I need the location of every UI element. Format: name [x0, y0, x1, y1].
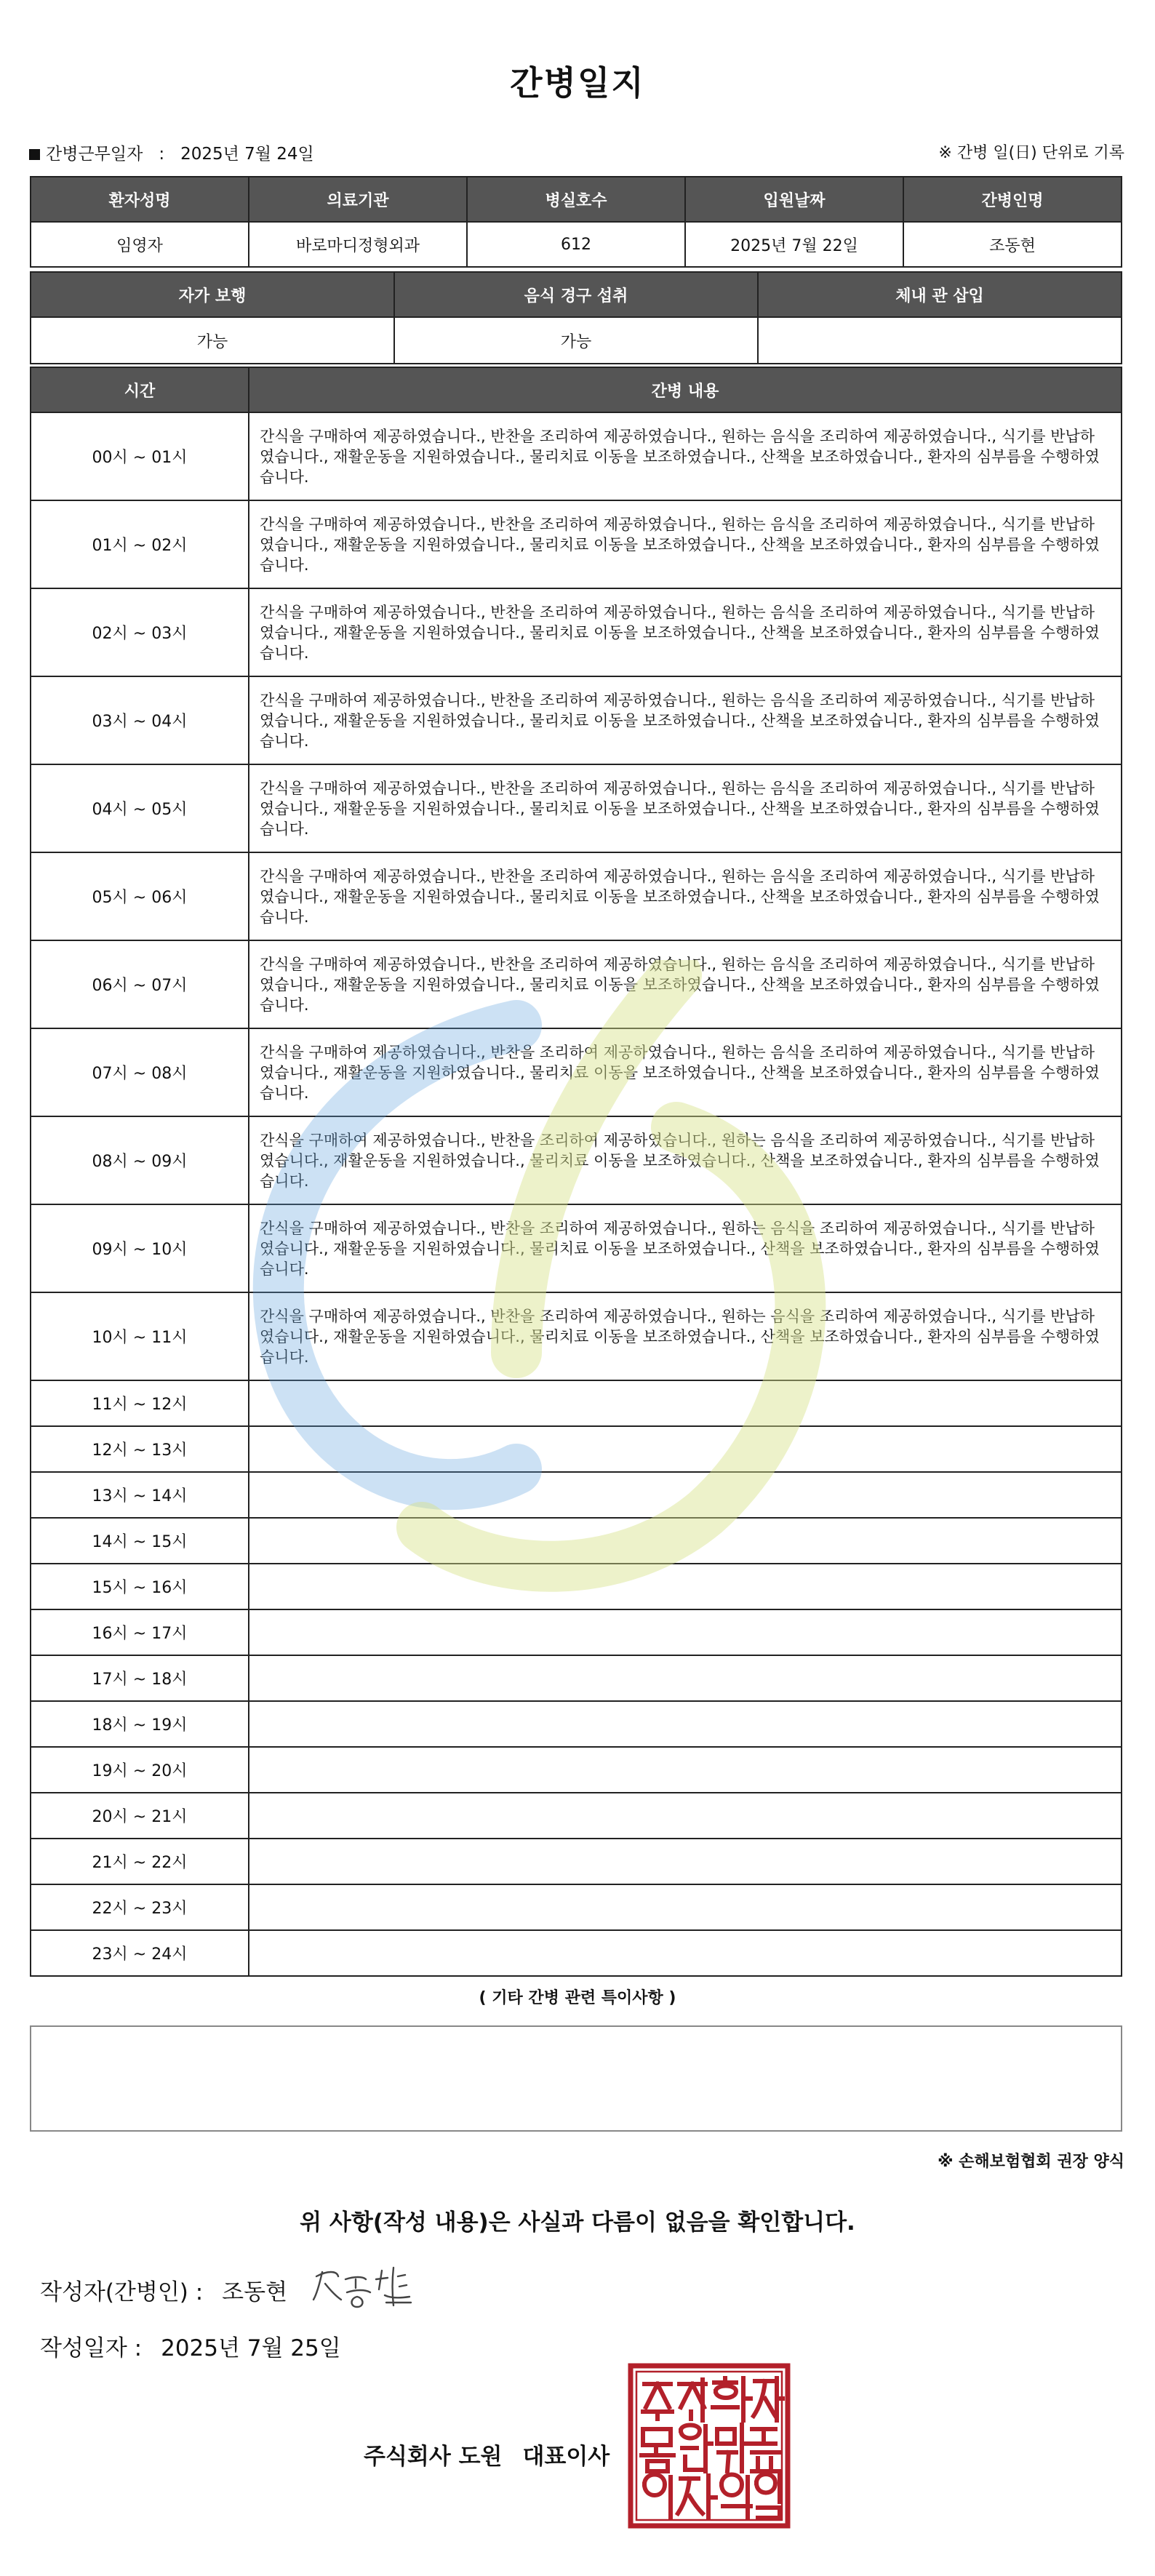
time-cell: 18시 ~ 19시 — [31, 1701, 249, 1747]
company-seal-stamp — [627, 2362, 791, 2529]
care-note-cell — [249, 1930, 1122, 1976]
care-note-cell: 간식을 구매하여 제공하였습니다., 반찬을 조리하여 제공하였습니다., 원하는 음식을 조리하여 제공하였습니다., 식기를 반납하였습니다., 재활운동을 지원하였습니다., 물리치료 이동을 보조하였습니다., 산책을 보조하였습니다., 환자의 심부름을 수행하였습니다. — [249, 588, 1122, 676]
info-header: 환자성명 — [31, 177, 249, 222]
written-date-line — [40, 2329, 341, 2362]
admission-date: 2025년 7월 22일 — [685, 222, 903, 267]
table-row — [31, 588, 1122, 676]
time-cell: 06시 ~ 07시 — [31, 940, 249, 1028]
table-row — [31, 1930, 1122, 1976]
time-cell: 10시 ~ 11시 — [31, 1292, 249, 1380]
info-header: 입원날짜 — [685, 177, 903, 222]
table-row — [31, 676, 1122, 764]
special-notes-title: ( 기타 간병 관련 특이사항 ) — [479, 1989, 676, 2007]
care-log-table — [30, 367, 1122, 1977]
info-header: 의료기관 — [249, 177, 467, 222]
room-number: 612 — [467, 222, 685, 267]
caregiver-name: 조동현 — [903, 222, 1122, 267]
table-row — [31, 1380, 1122, 1426]
time-cell: 00시 ~ 01시 — [31, 412, 249, 500]
care-note-cell — [249, 1701, 1122, 1747]
care-note-cell — [249, 1518, 1122, 1564]
time-cell: 09시 ~ 10시 — [31, 1204, 249, 1292]
table-row — [31, 1839, 1122, 1884]
table-row — [31, 1472, 1122, 1518]
status-header: 자가 보행 — [31, 272, 394, 317]
confirmation-statement: 위 사항(작성 내용)은 사실과 다름이 없음을 확인합니다. — [300, 2209, 855, 2236]
work-day-line — [29, 140, 314, 164]
unit-note: ※ 간병 일(日) 단위로 기록 — [938, 144, 1124, 162]
table-row — [31, 852, 1122, 940]
page-title: 간병일지 — [510, 63, 645, 103]
time-cell: 13시 ~ 14시 — [31, 1472, 249, 1518]
written-date-label: 작성일자 : — [40, 2335, 143, 2361]
time-cell: 08시 ~ 09시 — [31, 1116, 249, 1204]
hospital-name: 바로마디정형외과 — [249, 222, 467, 267]
table-row — [31, 1518, 1122, 1564]
table-row — [31, 412, 1122, 500]
seal-glyphs — [642, 2378, 783, 2518]
time-cell: 05시 ~ 06시 — [31, 852, 249, 940]
info-header: 간병인명 — [903, 177, 1122, 222]
time-cell: 12시 ~ 13시 — [31, 1426, 249, 1472]
time-cell: 22시 ~ 23시 — [31, 1884, 249, 1930]
work-day-separator: : — [159, 145, 165, 164]
company-line — [364, 2438, 610, 2471]
care-note-cell — [249, 1472, 1122, 1518]
table-row — [31, 1884, 1122, 1930]
time-cell: 19시 ~ 20시 — [31, 1747, 249, 1793]
care-note-cell — [249, 1747, 1122, 1793]
info-header: 병실호수 — [467, 177, 685, 222]
table-row — [31, 764, 1122, 852]
patient-name: 임영자 — [31, 222, 249, 267]
care-note-cell — [249, 1564, 1122, 1609]
time-cell: 04시 ~ 05시 — [31, 764, 249, 852]
bullet-square-icon — [29, 149, 40, 160]
care-note-cell: 간식을 구매하여 제공하였습니다., 반찬을 조리하여 제공하였습니다., 원하는 음식을 조리하여 제공하였습니다., 식기를 반납하였습니다., 재활운동을 지원하였습니다., 물리치료 이동을 보조하였습니다., 산책을 보조하였습니다., 환자의 심부름을 수행하였습니다. — [249, 1028, 1122, 1116]
patient-info-table — [30, 176, 1122, 268]
care-note-cell — [249, 1655, 1122, 1701]
time-cell: 02시 ~ 03시 — [31, 588, 249, 676]
time-cell: 14시 ~ 15시 — [31, 1518, 249, 1564]
care-note-cell: 간식을 구매하여 제공하였습니다., 반찬을 조리하여 제공하였습니다., 원하는 음식을 조리하여 제공하였습니다., 식기를 반납하였습니다., 재활운동을 지원하였습니다., 물리치료 이동을 보조하였습니다., 산책을 보조하였습니다., 환자의 심부름을 수행하였습니다. — [249, 764, 1122, 852]
time-cell: 16시 ~ 17시 — [31, 1609, 249, 1655]
time-cell: 17시 ~ 18시 — [31, 1655, 249, 1701]
table-row — [31, 1292, 1122, 1380]
care-note-cell: 간식을 구매하여 제공하였습니다., 반찬을 조리하여 제공하였습니다., 원하는 음식을 조리하여 제공하였습니다., 식기를 반납하였습니다., 재활운동을 지원하였습니다., 물리치료 이동을 보조하였습니다., 산책을 보조하였습니다., 환자의 심부름을 수행하였습니다. — [249, 500, 1122, 588]
time-cell: 20시 ~ 21시 — [31, 1793, 249, 1839]
table-row — [31, 1426, 1122, 1472]
tube-insertion-value — [758, 317, 1122, 364]
care-note-cell — [249, 1426, 1122, 1472]
log-header-time: 시간 — [31, 367, 249, 412]
self-walking-value: 가능 — [31, 317, 394, 364]
time-cell: 07시 ~ 08시 — [31, 1028, 249, 1116]
care-note-cell: 간식을 구매하여 제공하였습니다., 반찬을 조리하여 제공하였습니다., 원하는 음식을 조리하여 제공하였습니다., 식기를 반납하였습니다., 재활운동을 지원하였습니다., 물리치료 이동을 보조하였습니다., 산책을 보조하였습니다., 환자의 심부름을 수행하였습니다. — [249, 1204, 1122, 1292]
time-cell: 03시 ~ 04시 — [31, 676, 249, 764]
handwritten-signature — [309, 2255, 447, 2313]
table-row — [31, 1793, 1122, 1839]
table-row — [31, 1747, 1122, 1793]
table-row — [31, 500, 1122, 588]
care-note-cell — [249, 1884, 1122, 1930]
care-note-cell: 간식을 구매하여 제공하였습니다., 반찬을 조리하여 제공하였습니다., 원하는 음식을 조리하여 제공하였습니다., 식기를 반납하였습니다., 재활운동을 지원하였습니다., 물리치료 이동을 보조하였습니다., 산책을 보조하였습니다., 환자의 심부름을 수행하였습니다. — [249, 940, 1122, 1028]
care-note-cell: 간식을 구매하여 제공하였습니다., 반찬을 조리하여 제공하였습니다., 원하는 음식을 조리하여 제공하였습니다., 식기를 반납하였습니다., 재활운동을 지원하였습니다., 물리치료 이동을 보조하였습니다., 산책을 보조하였습니다., 환자의 심부름을 수행하였습니다. — [249, 412, 1122, 500]
care-note-cell — [249, 1609, 1122, 1655]
care-note-cell — [249, 1380, 1122, 1426]
writer-label: 작성자(간병인) : — [40, 2279, 204, 2305]
work-day-value: 2025년 7월 24일 — [180, 145, 314, 164]
care-note-cell — [249, 1793, 1122, 1839]
care-note-cell: 간식을 구매하여 제공하였습니다., 반찬을 조리하여 제공하였습니다., 원하는 음식을 조리하여 제공하였습니다., 식기를 반납하였습니다., 재활운동을 지원하였습니다., 물리치료 이동을 보조하였습니다., 산책을 보조하였습니다., 환자의 심부름을 수행하였습니다. — [249, 1292, 1122, 1380]
writer-line — [40, 2273, 287, 2306]
table-row — [31, 1609, 1122, 1655]
table-row — [31, 1655, 1122, 1701]
oral-intake-value: 가능 — [394, 317, 758, 364]
care-note-cell: 간식을 구매하여 제공하였습니다., 반찬을 조리하여 제공하였습니다., 원하는 음식을 조리하여 제공하였습니다., 식기를 반납하였습니다., 재활운동을 지원하였습니다., 물리치료 이동을 보조하였습니다., 산책을 보조하였습니다., 환자의 심부름을 수행하였습니다. — [249, 1116, 1122, 1204]
table-row — [31, 1116, 1122, 1204]
time-cell: 21시 ~ 22시 — [31, 1839, 249, 1884]
table-row — [31, 1028, 1122, 1116]
log-header-content: 간병 내용 — [249, 367, 1122, 412]
time-cell: 23시 ~ 24시 — [31, 1930, 249, 1976]
care-note-cell: 간식을 구매하여 제공하였습니다., 반찬을 조리하여 제공하였습니다., 원하는 음식을 조리하여 제공하였습니다., 식기를 반납하였습니다., 재활운동을 지원하였습니다., 물리치료 이동을 보조하였습니다., 산책을 보조하였습니다., 환자의 심부름을 수행하였습니다. — [249, 676, 1122, 764]
patient-status-table — [30, 271, 1122, 364]
status-header: 체내 관 삽입 — [758, 272, 1122, 317]
time-cell: 11시 ~ 12시 — [31, 1380, 249, 1426]
company-role: 대표이사 — [522, 2444, 610, 2470]
association-note: ※ 손해보험협회 권장 양식 — [938, 2153, 1124, 2171]
table-row — [31, 1564, 1122, 1609]
work-day-label: 간병근무일자 — [46, 145, 143, 164]
table-row — [31, 1204, 1122, 1292]
care-note-cell — [249, 1839, 1122, 1884]
care-note-cell: 간식을 구매하여 제공하였습니다., 반찬을 조리하여 제공하였습니다., 원하는 음식을 조리하여 제공하였습니다., 식기를 반납하였습니다., 재활운동을 지원하였습니다., 물리치료 이동을 보조하였습니다., 산책을 보조하였습니다., 환자의 심부름을 수행하였습니다. — [249, 852, 1122, 940]
status-header: 음식 경구 섭취 — [394, 272, 758, 317]
company-name: 주식회사 도원 — [364, 2444, 503, 2470]
table-row — [31, 1701, 1122, 1747]
special-notes-box — [30, 2025, 1122, 2132]
table-row — [31, 940, 1122, 1028]
time-cell: 15시 ~ 16시 — [31, 1564, 249, 1609]
writer-name: 조동현 — [222, 2279, 288, 2305]
written-date-value: 2025년 7월 25일 — [161, 2335, 341, 2361]
time-cell: 01시 ~ 02시 — [31, 500, 249, 588]
